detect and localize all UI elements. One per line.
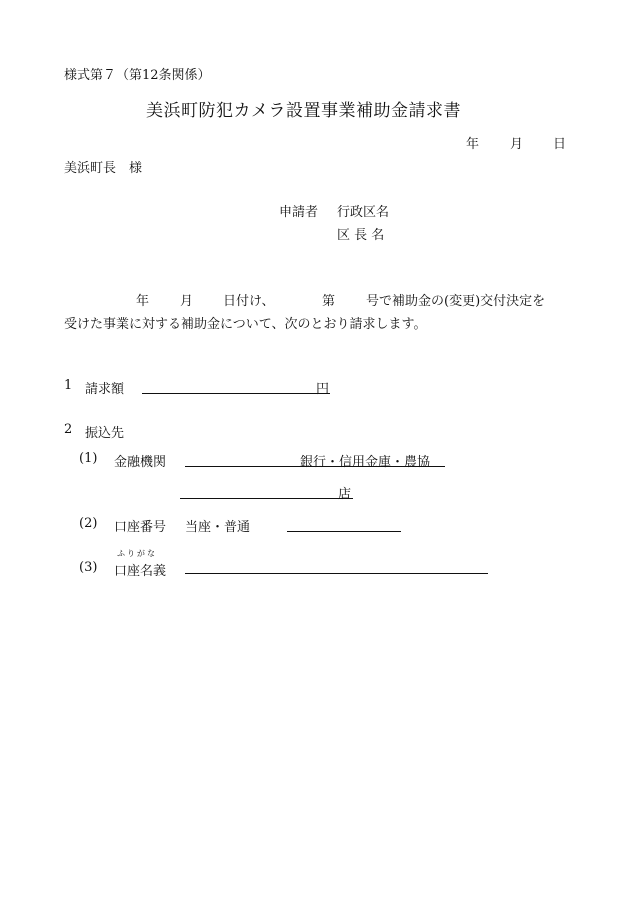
furigana-ruby: ふりがな (117, 549, 157, 558)
applicant-label: 申請者 (279, 205, 319, 220)
date-year: 年 (466, 137, 480, 152)
branch-line[interactable] (180, 498, 353, 499)
sub3-label: 口座名義 (114, 564, 167, 579)
item2-label: 振込先 (85, 426, 125, 441)
body-number-prefix: 第 (322, 294, 336, 309)
amount-line[interactable] (142, 393, 330, 394)
account-holder-line[interactable] (185, 573, 488, 574)
item1-label: 請求額 (85, 382, 125, 397)
page-title: 美浜町防犯カメラ設置事業補助金請求書 (146, 101, 461, 121)
amount-unit: 円 (316, 382, 330, 397)
account-type[interactable]: 当座・普通 (185, 520, 251, 535)
branch-suffix: 店 (338, 487, 352, 502)
body-day: 日付け、 (223, 294, 275, 309)
account-number-line[interactable] (287, 531, 401, 532)
body-year: 年 (136, 294, 150, 309)
sub1-number: (1) (79, 451, 98, 466)
item2-number: 2 (64, 422, 73, 437)
sub3-number: (3) (79, 560, 98, 575)
body-month: 月 (180, 294, 194, 309)
sub2-number: (2) (79, 516, 98, 531)
bank-type: 銀行・信用金庫・農協 (300, 455, 431, 470)
body-line2: 受けた事業に対する補助金について、次のとおり請求します。 (64, 317, 427, 332)
sub2-label: 口座番号 (114, 520, 167, 535)
addressee: 美浜町長 様 (64, 161, 143, 176)
form-label: 様式第７（第12条関係） (64, 68, 211, 83)
applicant-district: 行政区名 (337, 205, 390, 220)
applicant-head: 区 長 名 (337, 228, 385, 243)
date-day: 日 (553, 137, 567, 152)
item1-number: 1 (64, 378, 73, 393)
date-month: 月 (510, 137, 524, 152)
body-line1-rest: 号で補助金の(変更)交付決定を (366, 294, 546, 309)
sub1-label: 金融機関 (114, 455, 167, 470)
